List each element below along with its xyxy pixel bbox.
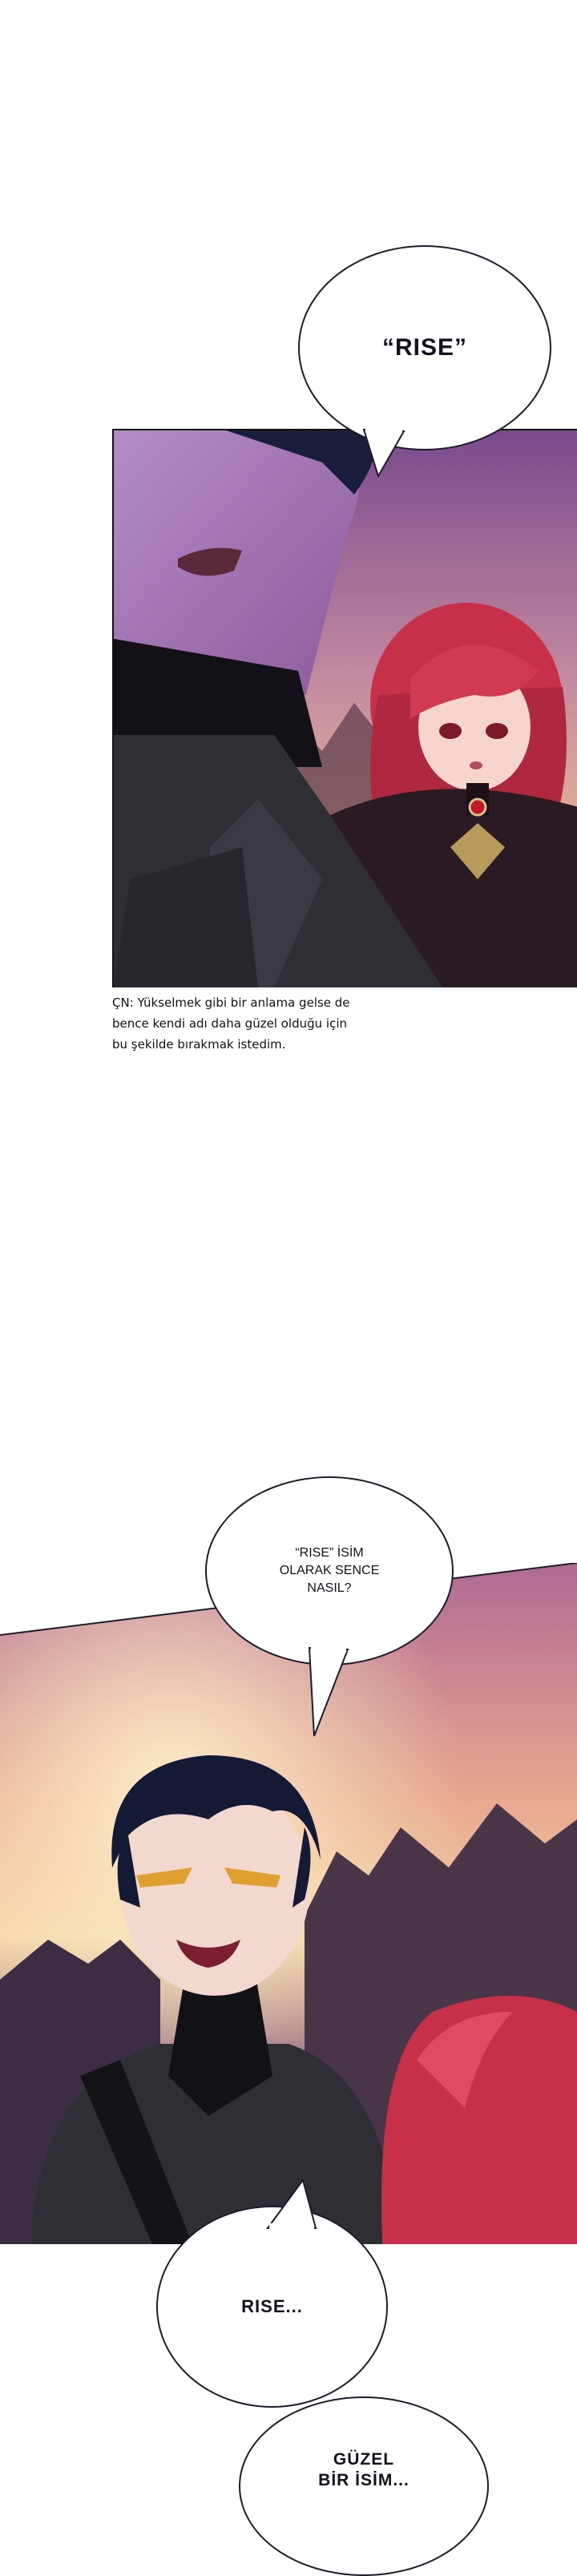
panel-1-art [114, 430, 577, 987]
comic-panel-1 [112, 429, 577, 987]
speech-bubble-question-tail [306, 1643, 354, 1739]
speech-bubble-rise [298, 245, 551, 450]
speech-bubble-rise-dots-tail [264, 2177, 321, 2233]
speech-bubble-rise-tail [361, 425, 409, 481]
speech-bubble-question [205, 1476, 454, 1666]
speech-bubble-beautiful-name [239, 2396, 489, 2576]
translator-note-line-1: ÇN: Yükselmek gibi bir anlama gelse de [112, 995, 350, 1010]
panel-2-art [0, 1563, 577, 2244]
translator-note-line-2: bence kendi adı daha güzel olduğu için [112, 1016, 347, 1031]
translator-note [112, 992, 417, 1055]
translator-note-line-3: bu şekilde bırakmak istedim. [112, 1037, 286, 1052]
comic-panel-2 [0, 1563, 577, 2244]
speech-text-rise-dots: RISE... [241, 2296, 303, 2316]
speech-text-beautiful-name: GÜZEL BİR İSİM... [318, 2450, 410, 2489]
speech-bubble-rise-dots [156, 2206, 388, 2408]
speech-text-rise: “RISE” [381, 334, 468, 361]
speech-text-question: “RISE” İSİM OLARAK SENCE NASIL? [279, 1546, 380, 1595]
